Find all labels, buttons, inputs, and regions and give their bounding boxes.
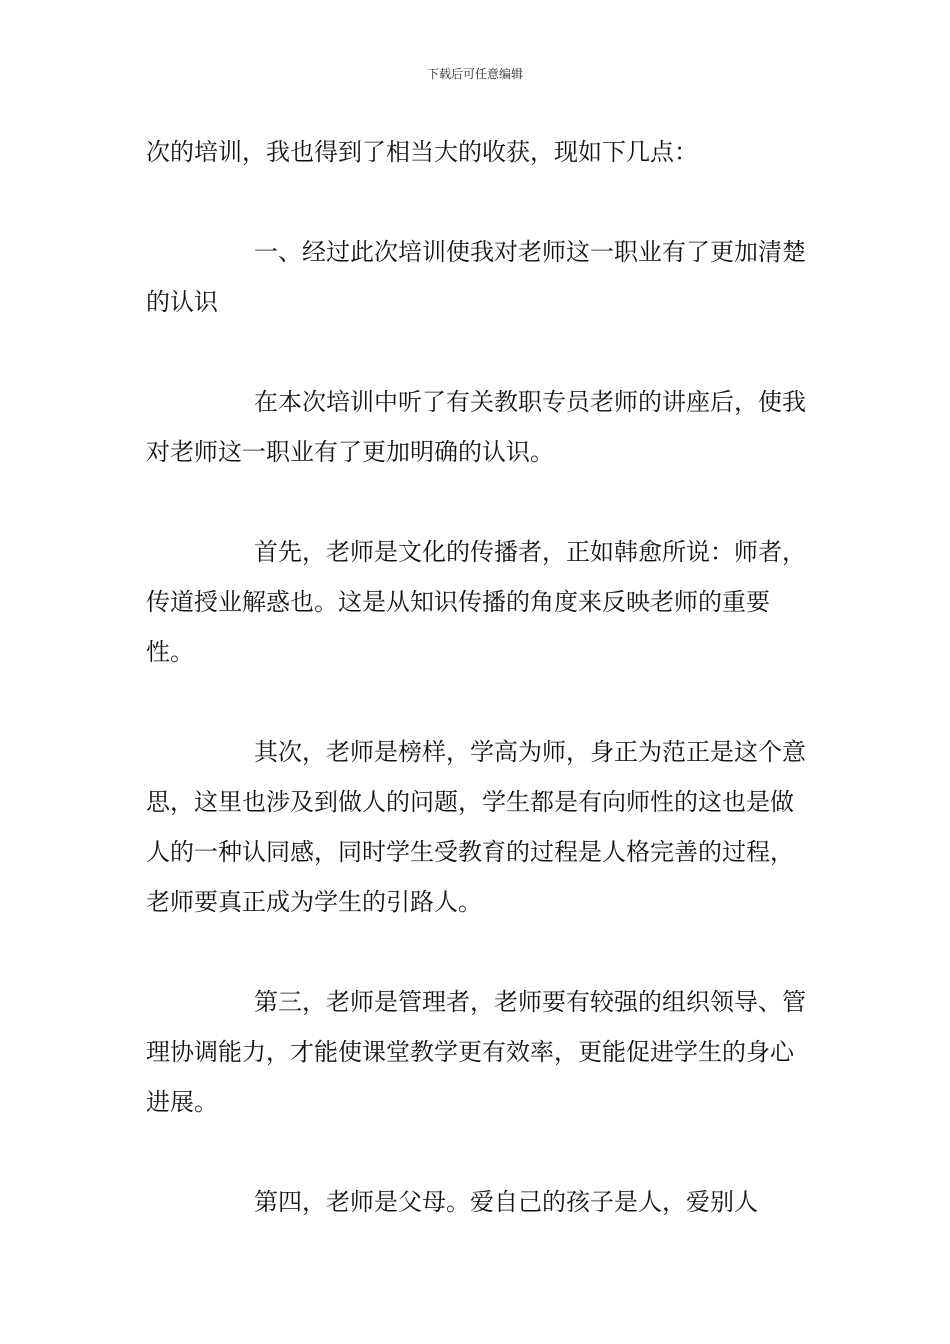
paragraph-continuation: 次的培训，我也得到了相当大的收获，现如下几点： xyxy=(146,138,698,166)
document-body xyxy=(146,127,810,1277)
paragraph: 第三，老师是管理者，老师要有较强的组织领导、管理协调能力，才能使课堂教学更有效率，更能促进学生的身心进展。 xyxy=(146,988,806,1116)
paragraph: 其次，老师是榜样，学高为师，身正为范正是这个意思，这里也涉及到做人的问题，学生都是有向师性的这也是做人的一种认同感，同时学生受教育的过程是人格完善的过程，老师要真正成为学生的引路人。 xyxy=(146,738,806,916)
paragraph: 首先，老师是文化的传播者，正如韩愈所说：师者，传道授业解惑也。这是从知识传播的角度来反映老师的重要性。 xyxy=(146,538,806,666)
paragraph: 在本次培训中听了有关教职专员老师的讲座后，使我对老师这一职业有了更加明确的认识。 xyxy=(146,388,806,466)
paragraph: 第四，老师是父母。爱自己的孩子是人，爱别人 xyxy=(254,1188,758,1216)
page-header: 下载后可任意编辑 xyxy=(426,67,523,81)
section-heading-1: 一、经过此次培训使我对老师这一职业有了更加清楚的认识 xyxy=(146,238,806,316)
